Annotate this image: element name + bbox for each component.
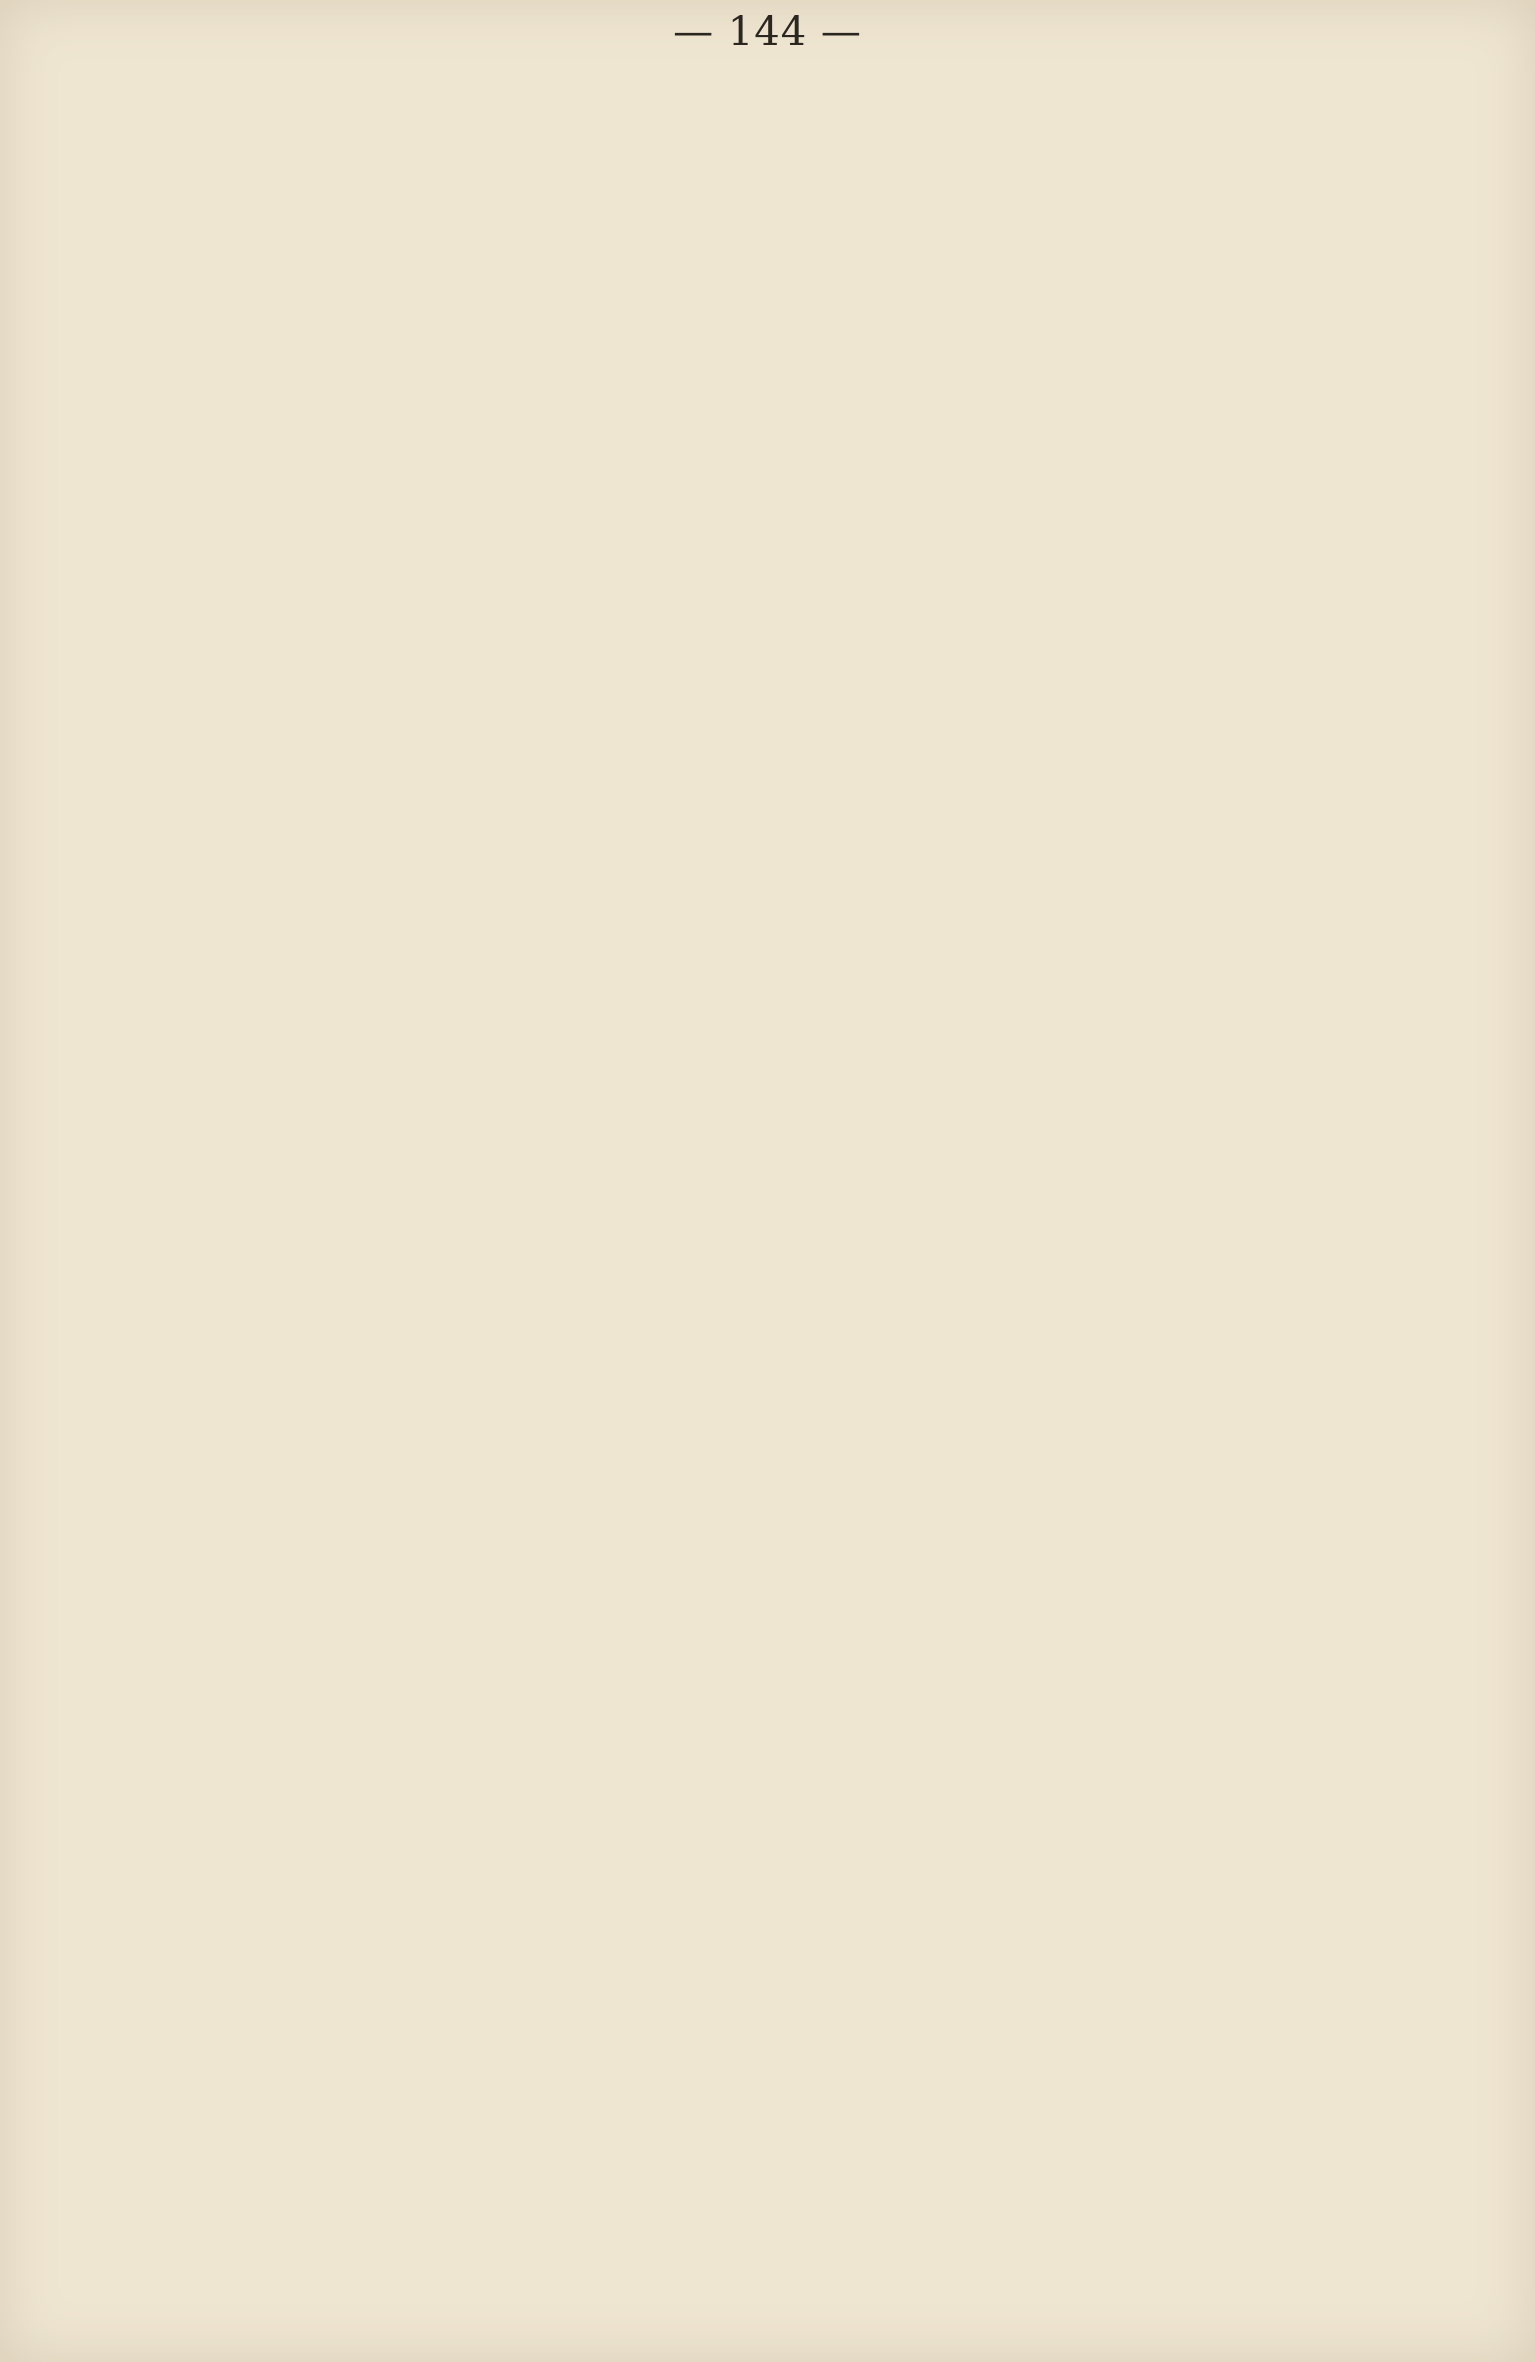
text-line xyxy=(200,860,1436,908)
text-line xyxy=(200,668,1436,716)
text-line xyxy=(200,1772,1436,1820)
text-line xyxy=(200,620,1436,668)
text-line xyxy=(200,92,1436,140)
text-line xyxy=(200,1724,1436,1772)
text-line xyxy=(200,1196,1436,1244)
text-line xyxy=(200,284,1436,332)
body-text xyxy=(200,92,1436,2204)
text-line xyxy=(200,236,1436,284)
text-line xyxy=(200,524,1436,572)
text-line xyxy=(200,1964,1436,2012)
text-line xyxy=(200,908,1436,956)
text-line xyxy=(200,1916,1436,1964)
text-line xyxy=(200,140,1436,188)
text-line xyxy=(200,1052,1436,1100)
text-line xyxy=(200,332,1436,380)
text-line xyxy=(200,716,1436,764)
text-line xyxy=(200,1292,1436,1340)
text-line xyxy=(200,1484,1436,1532)
text-line xyxy=(200,380,1436,428)
text-line xyxy=(200,1340,1436,1388)
text-line xyxy=(200,2060,1436,2108)
text-line xyxy=(200,956,1436,1004)
text-line xyxy=(200,1868,1436,1916)
text-line xyxy=(200,1820,1436,1868)
text-line xyxy=(200,2108,1436,2156)
text-line xyxy=(200,572,1436,620)
text-line xyxy=(200,1628,1436,1676)
text-line xyxy=(200,1580,1436,1628)
text-line xyxy=(200,476,1436,524)
text-line xyxy=(200,188,1436,236)
text-line xyxy=(200,1148,1436,1196)
page-number: — 144 — xyxy=(673,9,862,55)
text-line xyxy=(200,428,1436,476)
text-line xyxy=(200,1388,1436,1436)
text-line xyxy=(200,2012,1436,2060)
text-line xyxy=(200,1436,1436,1484)
text-line xyxy=(200,812,1436,860)
text-line xyxy=(200,1676,1436,1724)
text-line xyxy=(200,1100,1436,1148)
text-line xyxy=(200,2156,1436,2204)
text-line xyxy=(200,1004,1436,1052)
text-line xyxy=(200,764,1436,812)
text-line xyxy=(200,1244,1436,1292)
text-line xyxy=(200,1532,1436,1580)
